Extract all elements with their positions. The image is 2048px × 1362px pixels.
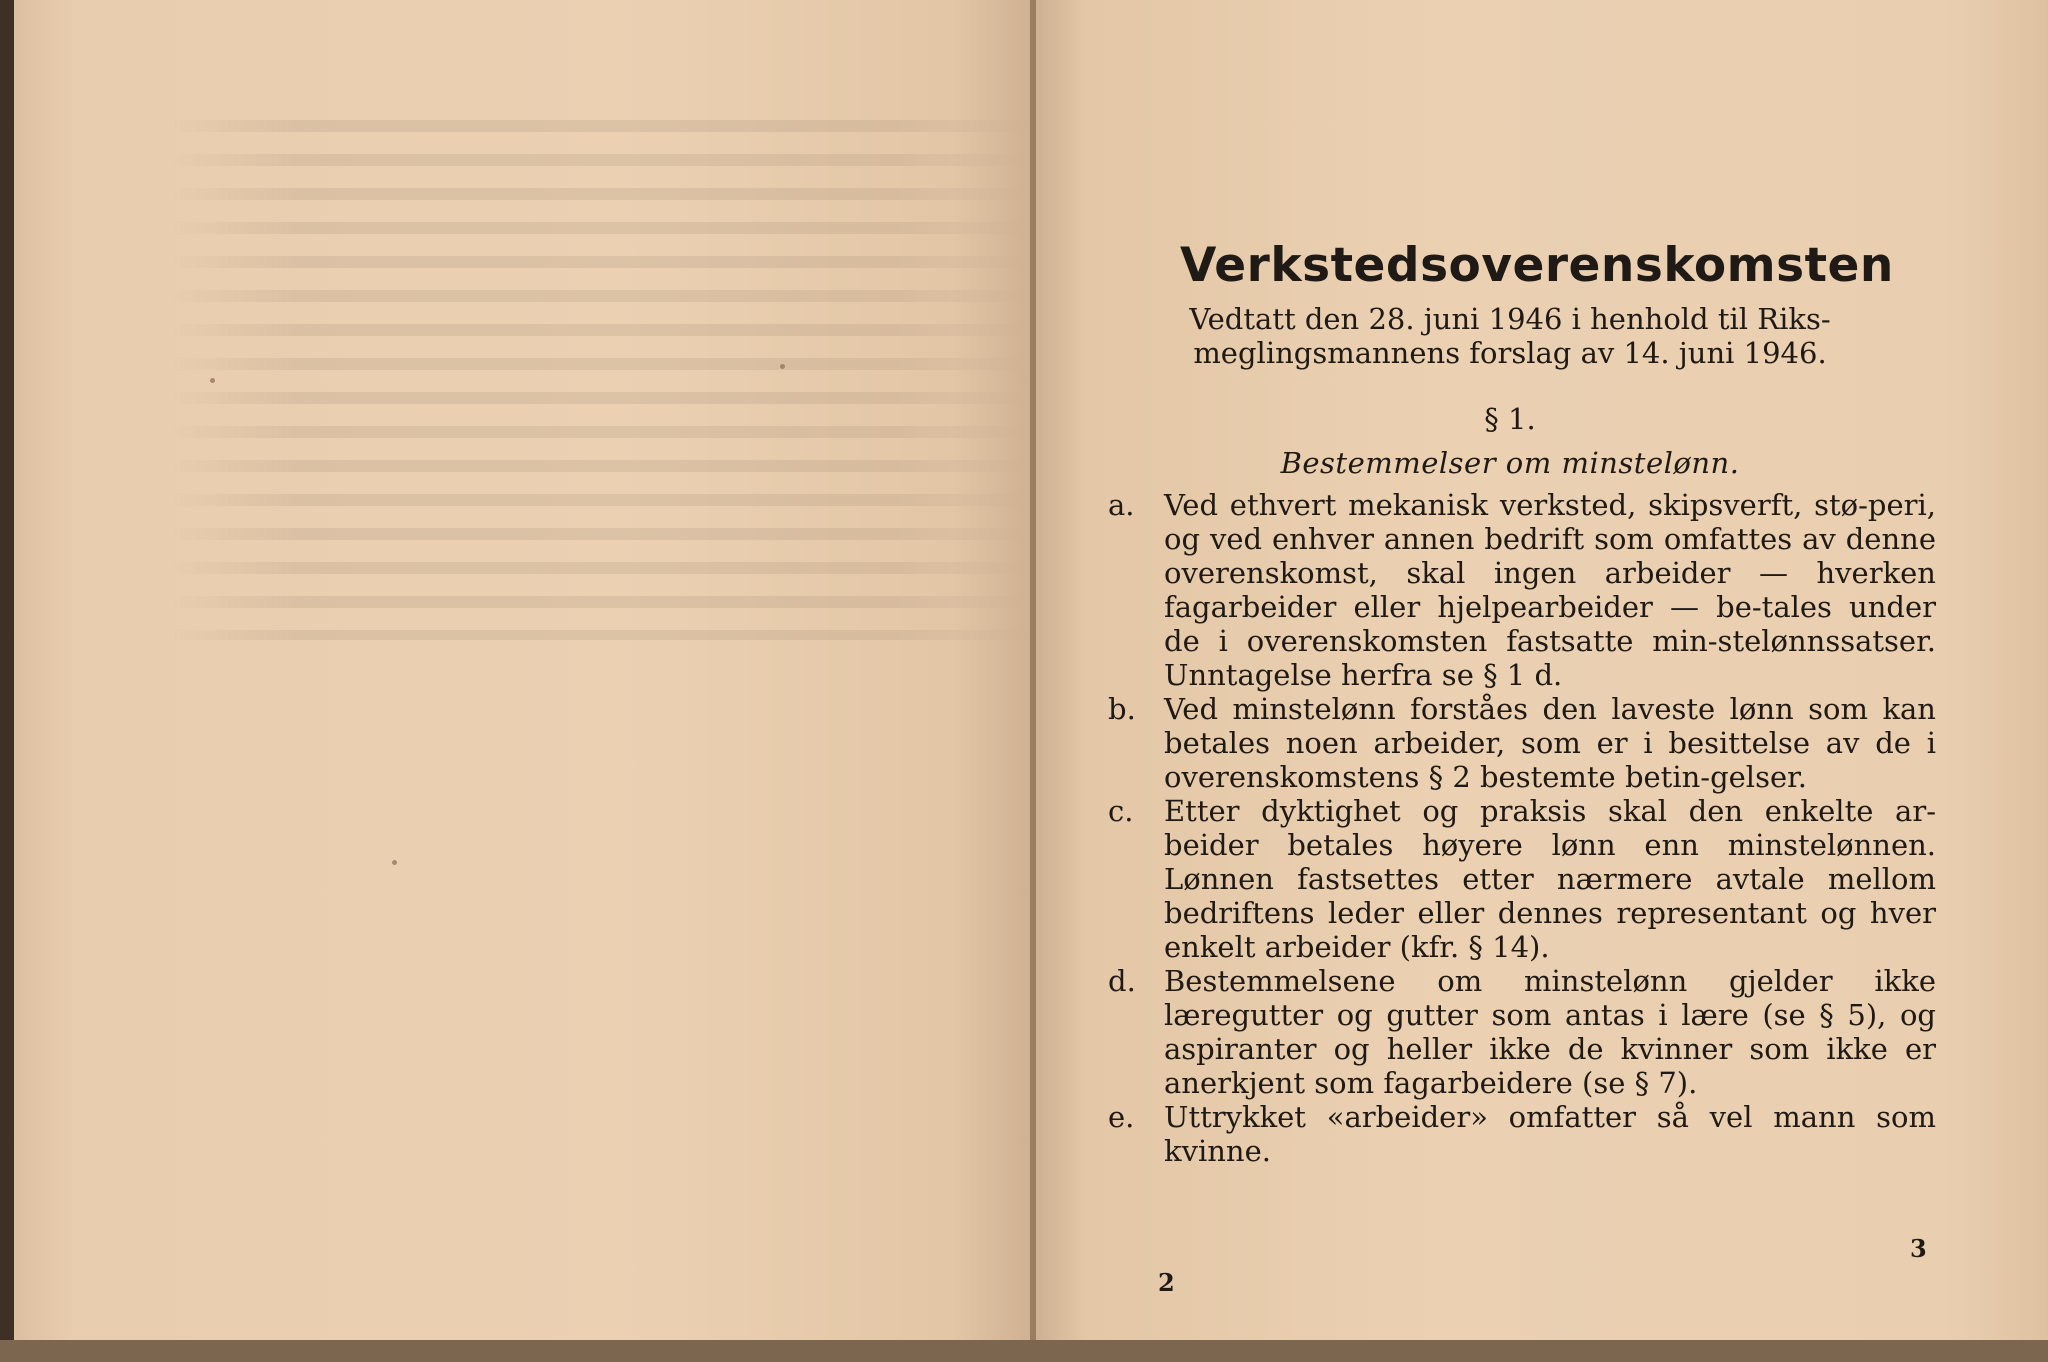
paper-speck [780,364,785,369]
item-letter: a. [1108,488,1135,522]
left-page [14,0,1032,1362]
item-text: Ved minstelønn forståes den laveste lønn som kan betales noen arbeider, som er i besittelse av de i overenskomstens § 2 bestemte betin-gelser. [1164,692,1936,794]
list-item [1108,488,1936,692]
page-number-right: 3 [1910,1234,1927,1263]
book-bottom-edge [0,1340,2048,1362]
section-items [1108,488,1936,1168]
book-cover-edge [0,0,14,1362]
item-text: Ved ethvert mekanisk verksted, skipsverft, stø-peri, og ved enhver annen bedrift som omfattes av denne overenskomst, skal ingen arbeider — hverken fagarbeider eller hjelpearbeider — be-tales under de i overenskomsten fastsatte min-stelønnssatser. Unntagelse herfra se § 1 d. [1164,488,1936,692]
item-text: Etter dyktighet og praksis skal den enkelte ar-beider betales høyere lønn enn minstelønnen. Lønnen fastsettes etter nærmere avtale mellom bedriftens leder eller dennes representant og hver enkelt arbeider (kfr. § 14). [1164,794,1936,964]
item-letter: d. [1108,964,1136,998]
item-letter: e. [1108,1100,1135,1134]
item-letter: c. [1108,794,1134,828]
paper-speck [392,860,397,865]
bleed-through-text [164,120,1024,640]
document-title: Verkstedsoverenskomsten [1180,238,1894,293]
item-text: Bestemmelsene om minstelønn gjelder ikke læregutter og gutter som antas i lære (se § 5), og aspiranter og heller ikke de kvinner som ikke er anerkjent som fagarbeidere (se § 7). [1164,964,1936,1100]
section-number: § 1. [1484,402,1536,436]
item-text: Uttrykket «arbeider» omfatter så vel mann som kvinne. [1164,1100,1936,1168]
document-subtitle [1130,302,1890,370]
list-item [1108,692,1936,794]
list-item [1108,964,1936,1100]
subtitle-text: Vedtatt den 28. juni 1946 i henhold til Riks-meglingsmannens forslag av 14. juni 1946. [1189,302,1831,370]
section-heading: Bestemmelser om minstelønn. [1280,446,1740,480]
list-item [1108,794,1936,964]
list-item [1108,1100,1936,1168]
item-letter: b. [1108,692,1136,726]
paper-speck [210,378,215,383]
page-number-left: 2 [1158,1268,1175,1297]
